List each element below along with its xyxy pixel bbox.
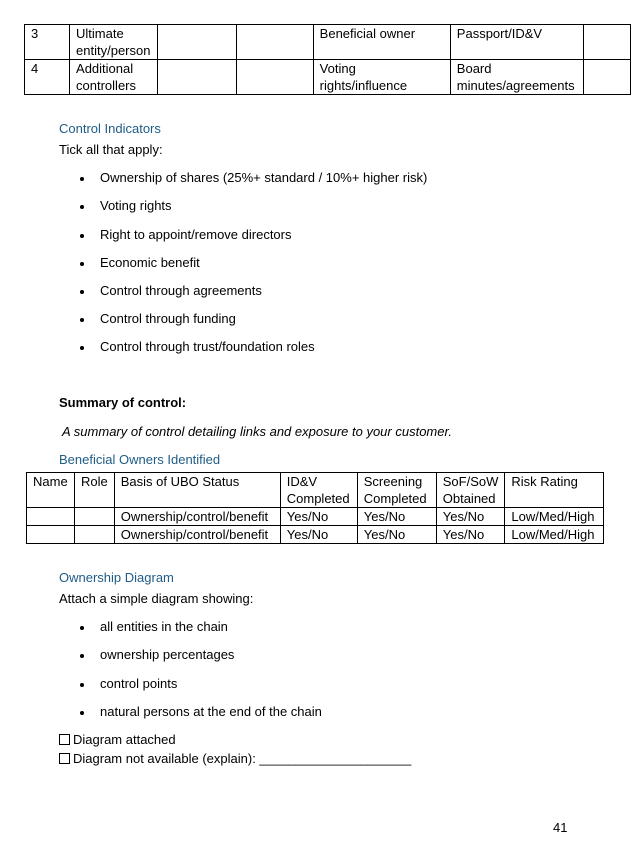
risk-cell: Low/Med/High [505, 526, 604, 544]
empty-cell [236, 60, 313, 95]
row-number: 4 [25, 60, 70, 95]
role-cell: Beneficial owner [313, 25, 450, 60]
list-item: Control through trust/foundation roles [0, 339, 427, 359]
column-header: SoF/SoW Obtained [436, 473, 505, 508]
summary-text: A summary of control detailing links and exposure to your customer. [62, 424, 452, 439]
name-cell [27, 508, 75, 526]
page-number: 41 [553, 820, 568, 835]
list-item: Control through agreements [0, 283, 427, 311]
basis-cell: Ownership/control/benefit [114, 526, 280, 544]
beneficial-owners-heading: Beneficial Owners Identified [59, 452, 221, 467]
empty-cell [157, 60, 236, 95]
empty-cell [157, 25, 236, 60]
empty-cell [583, 60, 630, 95]
idv-cell: Yes/No [280, 526, 357, 544]
screening-cell: Yes/No [357, 508, 436, 526]
table-row [25, 25, 631, 60]
evidence-cell: Board minutes/agreements [450, 60, 583, 95]
idv-cell: Yes/No [280, 508, 357, 526]
column-header: ID&V Completed [280, 473, 357, 508]
column-header: Basis of UBO Status [114, 473, 280, 508]
table-row [25, 60, 631, 95]
column-header: Screening Completed [357, 473, 436, 508]
control-indicators-heading: Control Indicators [59, 121, 161, 136]
entity-cell: Additional controllers [70, 60, 158, 95]
screening-cell: Yes/No [357, 526, 436, 544]
list-item: natural persons at the end of the chain [0, 704, 322, 724]
list-item: Right to appoint/remove directors [0, 227, 427, 255]
list-item: Voting rights [0, 198, 427, 227]
name-cell [27, 526, 75, 544]
ownership-diagram-list [0, 619, 322, 724]
column-header: Risk Rating [505, 473, 604, 508]
list-item: Control through funding [0, 311, 427, 339]
list-item: ownership percentages [0, 647, 322, 676]
ownership-diagram-heading: Ownership Diagram [59, 570, 174, 585]
list-item: Ownership of shares (25%+ standard / 10%+ higher risk) [0, 170, 427, 198]
list-item: Economic benefit [0, 255, 427, 283]
role-cell [75, 526, 115, 544]
empty-cell [583, 25, 630, 60]
column-header: Role [75, 473, 115, 508]
list-item: control points [0, 676, 322, 704]
row-number: 3 [25, 25, 70, 60]
control-indicators-instruction: Tick all that apply: [59, 142, 163, 157]
sof-cell: Yes/No [436, 526, 505, 544]
checkbox-label: Diagram attached [73, 732, 176, 747]
ownership-diagram-instruction: Attach a simple diagram showing: [59, 591, 254, 606]
entity-chain-table [24, 24, 631, 95]
role-cell: Voting rights/influence [313, 60, 450, 95]
diagram-attached-option[interactable] [59, 732, 176, 747]
beneficial-owners-table [26, 472, 604, 544]
entity-cell: Ultimate entity/person [70, 25, 158, 60]
table-row [27, 508, 604, 526]
list-item: all entities in the chain [0, 619, 322, 647]
checkbox[interactable] [59, 734, 70, 745]
table-header-row [27, 473, 604, 508]
evidence-cell: Passport/ID&V [450, 25, 583, 60]
basis-cell: Ownership/control/benefit [114, 508, 280, 526]
sof-cell: Yes/No [436, 508, 505, 526]
role-cell [75, 508, 115, 526]
table-row [27, 526, 604, 544]
checkbox[interactable] [59, 753, 70, 764]
column-header: Name [27, 473, 75, 508]
summary-heading: Summary of control: [59, 395, 187, 410]
checkbox-label: Diagram not available (explain): _____________________ [73, 751, 412, 766]
risk-cell: Low/Med/High [505, 508, 604, 526]
diagram-not-available-option[interactable] [59, 751, 411, 766]
control-indicators-list [0, 170, 427, 359]
empty-cell [236, 25, 313, 60]
